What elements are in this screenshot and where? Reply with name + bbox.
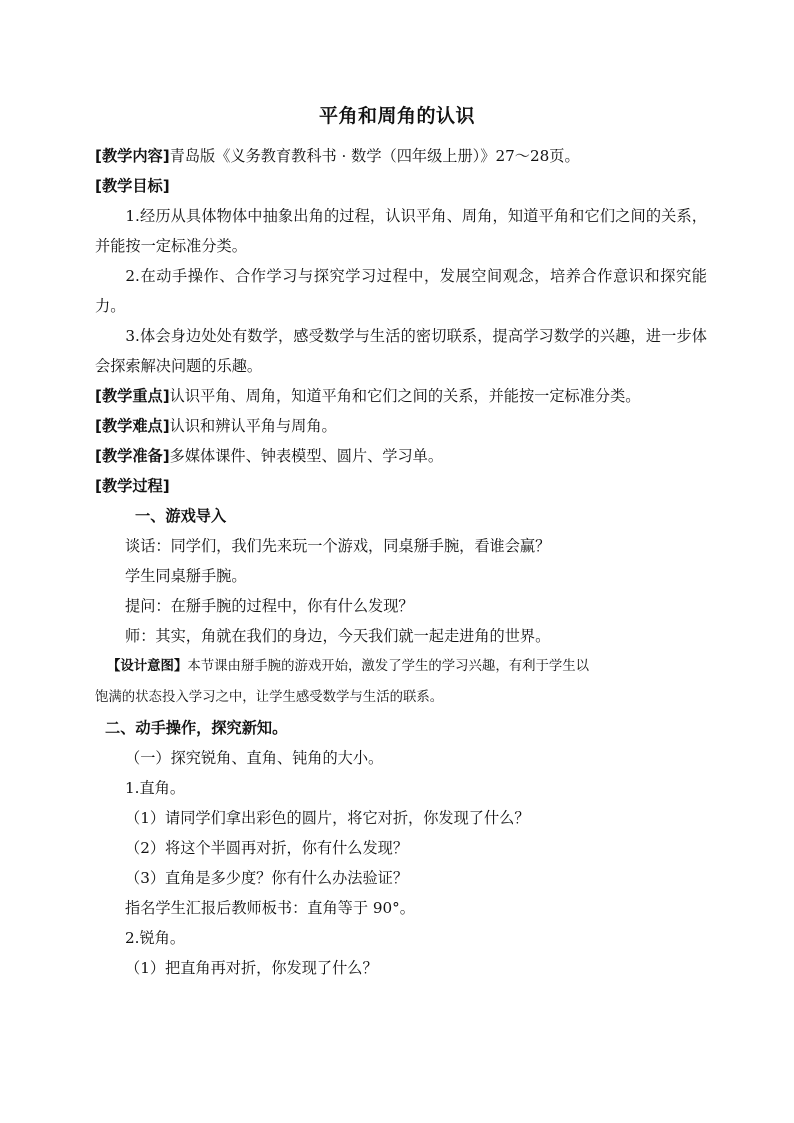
section-1-line-4: 师：其实，角就在我们的身边，今天我们就一起走进角的世界。 bbox=[125, 627, 551, 645]
teaching-key-label: [教学重点] bbox=[95, 387, 170, 405]
item-2-question-1: （1）把直角再对折，你发现了什么？ bbox=[125, 959, 378, 977]
teaching-prep-label: [教学准备] bbox=[95, 447, 170, 465]
teaching-difficulty-line bbox=[95, 411, 707, 441]
goal-item-1: 1.经历从具体物体中抽象出角的过程，认识平角、周角，知道平角和它们之间的关系，并能按一定标准分类。 bbox=[95, 207, 707, 255]
subsection-1: （一）探究锐角、直角、钝角的大小。 bbox=[125, 749, 384, 767]
item-1-conclusion: 指名学生汇报后教师板书：直角等于 90°。 bbox=[125, 899, 415, 917]
goal-item-2: 2.在动手操作、合作学习与探究学习过程中，发展空间观念，培养合作意识和探究能力。 bbox=[95, 267, 707, 315]
design-intent-line-2: 饱满的状态投入学习之中，让学生感受数学与生活的联系。 bbox=[95, 690, 444, 705]
section-1-heading: 一、游戏导入 bbox=[135, 507, 227, 525]
document-title: 平角和周角的认识 bbox=[318, 105, 475, 127]
teaching-key-line bbox=[95, 381, 707, 411]
teaching-prep-line bbox=[95, 441, 707, 471]
teaching-process-heading bbox=[95, 471, 707, 501]
section-1-line-3: 提问：在掰手腕的过程中，你有什么发现？ bbox=[125, 597, 414, 615]
goal-item-3: 3.体会身边处处有数学，感受数学与生活的密切联系，提高学习数学的兴趣，进一步体会探索解决问题的乐趣。 bbox=[95, 327, 707, 375]
teaching-content-label: [教学内容] bbox=[95, 147, 170, 165]
teaching-difficulty-text: 认识和辨认平角与周角。 bbox=[169, 417, 337, 435]
teaching-goals-label: [教学目标] bbox=[95, 177, 170, 195]
item-2-title: 2.锐角。 bbox=[125, 929, 186, 947]
section-2-heading: 二、动手操作，探究新知。 bbox=[105, 719, 288, 737]
teaching-content-line bbox=[95, 141, 707, 171]
item-1-question-1: （1）请同学们拿出彩色的圆片，将它对折，你发现了什么？ bbox=[125, 809, 530, 827]
document-body bbox=[95, 141, 707, 983]
section-1-line-2: 学生同桌掰手腕。 bbox=[125, 567, 247, 585]
teaching-content-text: 青岛版《义务教育教科书 · 数学（四年级上册）》27～28页。 bbox=[169, 147, 580, 165]
design-intent-line-1 bbox=[95, 651, 707, 682]
item-1-title: 1.直角。 bbox=[125, 779, 186, 797]
section-1-line-1: 谈话：同学们，我们先来玩一个游戏，同桌掰手腕，看谁会赢？ bbox=[125, 537, 551, 555]
item-1-question-2: （2）将这个半圆再对折，你有什么发现？ bbox=[125, 839, 409, 857]
teaching-key-text: 认识平角、周角，知道平角和它们之间的关系，并能按一定标准分类。 bbox=[169, 387, 641, 405]
teaching-prep-text: 多媒体课件、钟表模型、圆片、学习单。 bbox=[169, 447, 444, 465]
teaching-process-label: [教学过程] bbox=[95, 477, 170, 495]
design-intent-label: 【设计意图】 bbox=[107, 659, 188, 674]
item-1-question-3: （3）直角是多少度？你有什么办法验证？ bbox=[125, 869, 409, 887]
design-intent-text-1: 本节课由掰手腕的游戏开始，激发了学生的学习兴趣，有利于学生以 bbox=[187, 659, 590, 674]
teaching-difficulty-label: [教学难点] bbox=[95, 417, 170, 435]
teaching-goals-heading bbox=[95, 171, 707, 201]
